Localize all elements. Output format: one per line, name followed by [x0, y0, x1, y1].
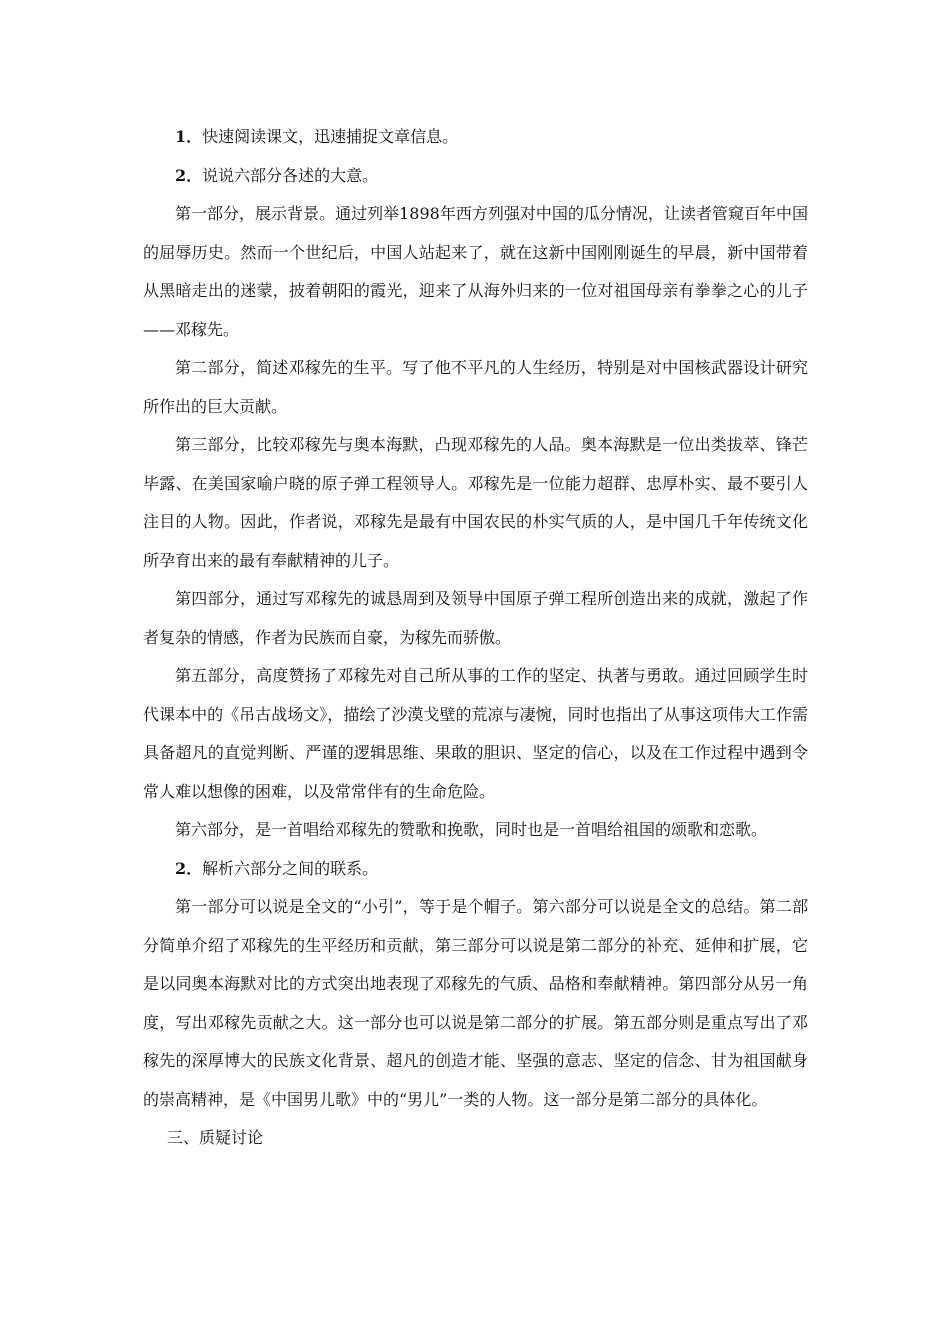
document-body — [143, 118, 808, 1158]
item-text: 解析六部分之间的联系。 — [202, 858, 379, 878]
item-number: 1． — [175, 127, 203, 146]
numbered-item-1 — [143, 118, 808, 157]
paragraph-part-6: 第六部分，是一首唱给邓稼先的赞歌和挽歌，同时也是一首唱给祖国的颂歌和恋歌。 — [175, 820, 768, 839]
paragraph-part-3: 第三部分，比较邓稼先与奥本海默，凸现邓稼先的人品。奥本海默是一位出类拔萃、锋芒毕露、在美国家喻户晓的原子弹工程领导人。邓稼先是一位能力超群、忠厚朴实、最不要引人注目的人物。因此，作者说，邓稼先是最有中国农民的朴实气质的人，是中国几千年传统文化所孕育出来的最有奉献精神的儿子。 — [143, 435, 808, 570]
numbered-item-3 — [143, 850, 808, 889]
item-text: 快速阅读课文，迅速捕捉文章信息。 — [202, 127, 459, 146]
section-heading: 三、质疑讨论 — [167, 1128, 264, 1147]
numbered-item-2 — [143, 157, 808, 196]
item-text: 说说六部分各述的大意。 — [202, 165, 379, 185]
item-number: 2． — [175, 858, 203, 878]
paragraph-relations: 第一部分可以说是全文的“小引”，等于是个帽子。第六部分可以说是全文的总结。第二部分简单介绍了邓稼先的生平经历和贡献，第三部分可以说是第二部分的补充、延伸和扩展，它是以同奥本海默对比的方式突出地表现了邓稼先的气质、品格和奉献精神。第四部分从另一角度，写出邓稼先贡献之大。这一部分也可以说是第二部分的扩展。第五部分则是重点写出了邓稼先的深厚博大的民族文化背景、超凡的创造才能、坚强的意志、坚定的信念、甘为祖国献身的崇高精神，是《中国男儿歌》中的“男儿”一类的人物。这一部分是第二部分的具体化。 — [143, 897, 808, 1109]
paragraph-part-4: 第四部分，通过写邓稼先的诚恳周到及领导中国原子弹工程所创造出来的成就，激起了作者复杂的情感，作者为民族而自豪，为稼先而骄傲。 — [143, 589, 808, 647]
paragraph-part-5: 第五部分，高度赞扬了邓稼先对自己所从事的工作的坚定、执著与勇敢。通过回顾学生时代课本中的《吊古战场文》，描绘了沙漠戈壁的荒凉与凄惋，同时也指出了从事这项伟大工作需具备超凡的直觉判断、严谨的逻辑思维、果敢的胆识、坚定的信心，以及在工作过程中遇到令常人难以想像的困难，以及常常伴有的生命危险。 — [143, 666, 808, 801]
paragraph-part-2: 第二部分，简述邓稼先的生平。写了他不平凡的人生经历，特别是对中国核武器设计研究所作出的巨大贡献。 — [143, 358, 808, 416]
item-number: 2． — [175, 165, 203, 185]
paragraph-part-1: 第一部分，展示背景。通过列举1898年西方列强对中国的瓜分情况，让读者管窥百年中国的屈辱历史。然而一个世纪后，中国人站起来了，就在这新中国刚刚诞生的早晨，新中国带着从黑暗走出的迷蒙，披着朝阳的霞光，迎来了从海外归来的一位对祖国母亲有拳拳之心的儿子——邓稼先。 — [143, 204, 808, 339]
